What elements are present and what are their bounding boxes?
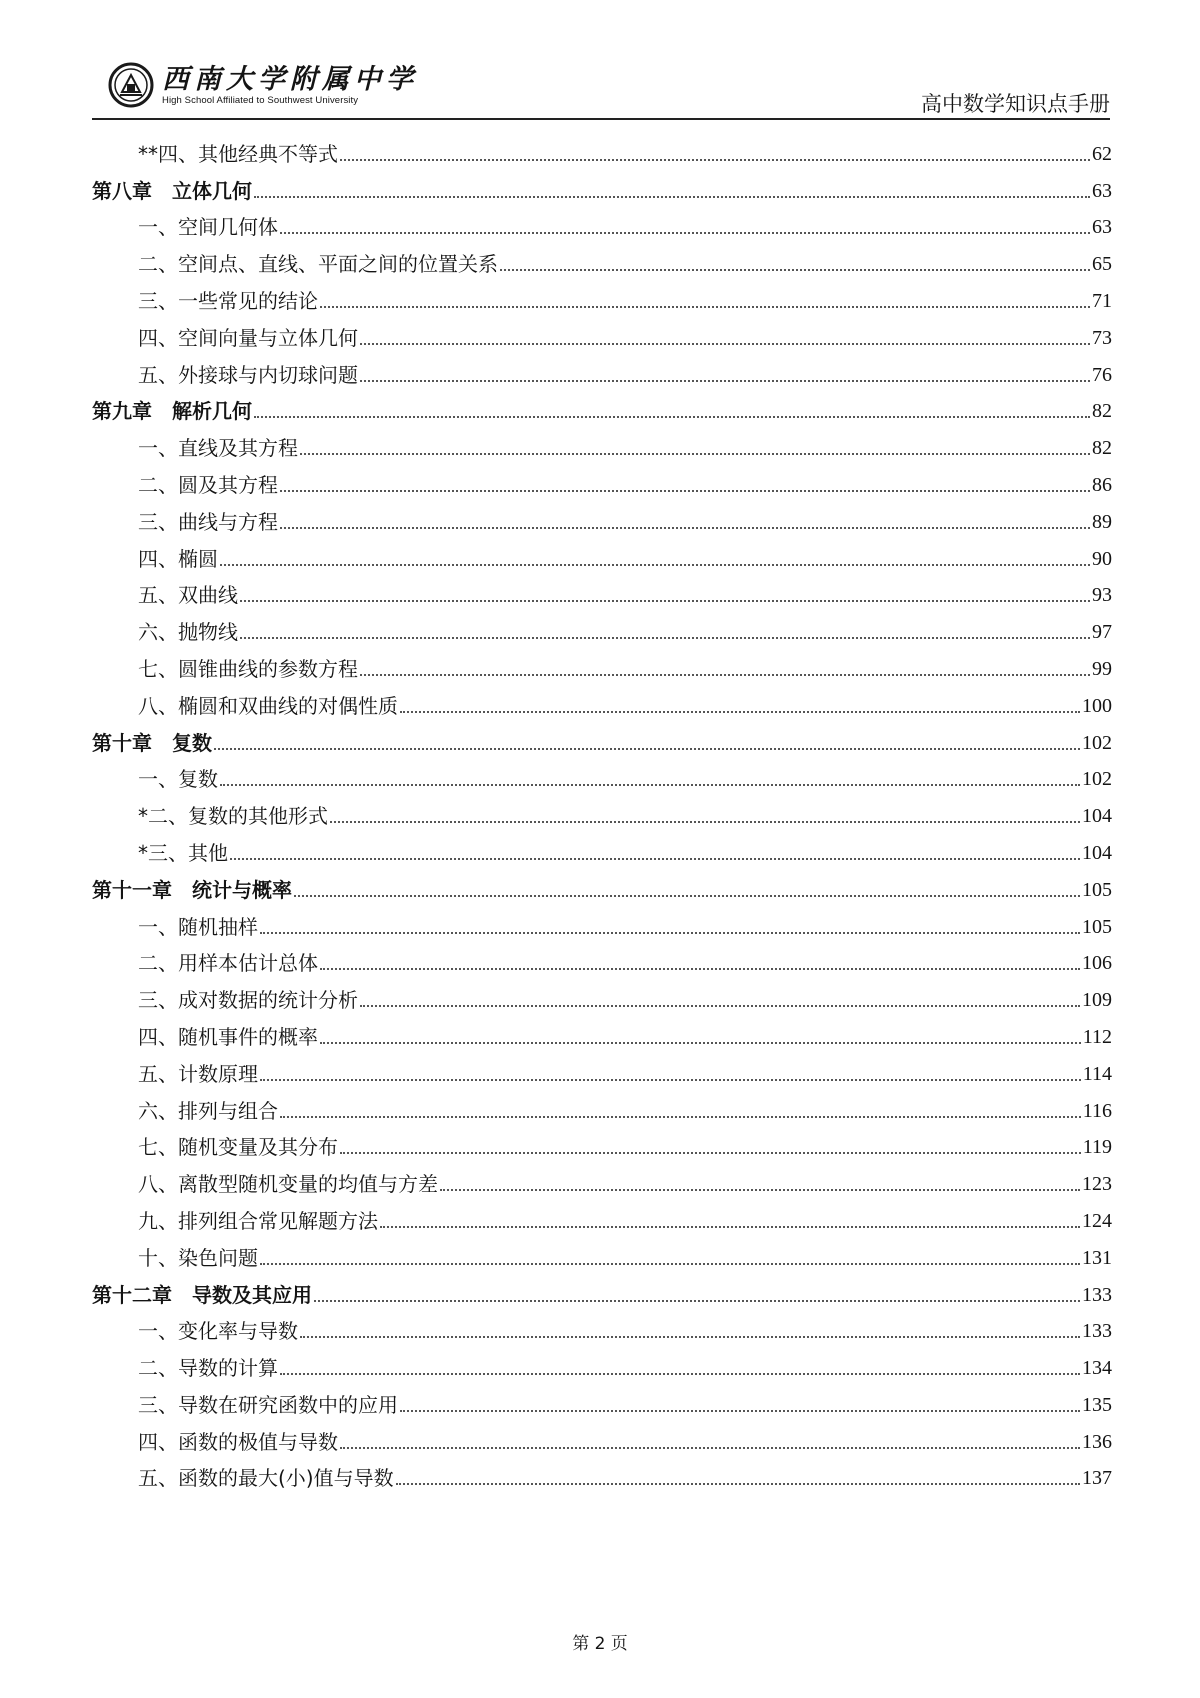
toc-entry-title: 二、用样本估计总体: [138, 951, 318, 976]
toc-section-entry[interactable]: [92, 940, 1112, 977]
toc-dot-leader: [280, 490, 1090, 492]
toc-dot-leader: [380, 1226, 1080, 1228]
toc-entry-page: 131: [1082, 1246, 1112, 1269]
toc-entry-page: 82: [1092, 437, 1112, 460]
toc-dot-leader: [240, 637, 1090, 639]
toc-dot-leader: [280, 232, 1090, 234]
toc-chapter-entry[interactable]: [92, 388, 1112, 425]
toc-entry-title: 二、导数的计算: [138, 1356, 278, 1381]
toc-entry-title: 七、圆锥曲线的参数方程: [138, 656, 358, 681]
toc-entry-page: 109: [1082, 989, 1112, 1012]
toc-chapter-entry[interactable]: [92, 866, 1112, 903]
toc-section-entry[interactable]: [92, 792, 1112, 829]
toc-dot-leader: [320, 306, 1090, 308]
toc-dot-leader: [314, 1300, 1080, 1302]
toc-entry-title: 五、计数原理: [138, 1061, 258, 1086]
school-name: [162, 65, 418, 106]
toc-entry-page: 106: [1082, 952, 1112, 975]
toc-entry-page: 99: [1092, 657, 1112, 680]
toc-entry-title: 二、空间点、直线、平面之间的位置关系: [138, 252, 498, 277]
table-of-contents: [92, 130, 1112, 1491]
toc-entry-page: 76: [1092, 363, 1112, 386]
toc-entry-title: 五、函数的最大(小)值与导数: [138, 1466, 394, 1491]
toc-entry-page: 114: [1082, 1062, 1112, 1085]
toc-section-entry[interactable]: [92, 1160, 1112, 1197]
toc-entry-title: 八、离散型随机变量的均值与方差: [138, 1172, 438, 1197]
school-seal-icon: [108, 62, 154, 108]
toc-dot-leader: [320, 968, 1080, 970]
school-name-cn: 西南大学附属中学: [162, 63, 418, 95]
toc-dot-leader: [260, 932, 1080, 934]
toc-entry-title: 第十章 复数: [92, 730, 212, 755]
toc-entry-page: 104: [1082, 841, 1112, 864]
toc-entry-page: 63: [1092, 179, 1112, 202]
toc-dot-leader: [220, 784, 1080, 786]
toc-dot-leader: [230, 858, 1080, 860]
toc-section-entry[interactable]: [92, 204, 1112, 241]
toc-entry-page: 73: [1092, 326, 1112, 349]
toc-chapter-entry[interactable]: [92, 167, 1112, 204]
document-title: 高中数学知识点手册: [921, 92, 1110, 116]
toc-section-entry[interactable]: [92, 424, 1112, 461]
toc-entry-page: 119: [1082, 1136, 1112, 1159]
toc-dot-leader: [360, 1005, 1080, 1007]
toc-entry-title: 四、函数的极值与导数: [138, 1429, 338, 1454]
toc-entry-page: 137: [1082, 1467, 1112, 1490]
toc-dot-leader: [360, 674, 1090, 676]
toc-dot-leader: [360, 380, 1090, 382]
toc-dot-leader: [440, 1189, 1080, 1191]
toc-section-entry[interactable]: [92, 1124, 1112, 1161]
toc-entry-title: 一、变化率与导数: [138, 1319, 298, 1344]
toc-section-entry[interactable]: [92, 351, 1112, 388]
toc-entry-title: 五、双曲线: [138, 583, 238, 608]
toc-entry-page: 62: [1092, 142, 1112, 165]
toc-dot-leader: [254, 196, 1090, 198]
toc-entry-title: 六、排列与组合: [138, 1098, 278, 1123]
toc-dot-leader: [500, 269, 1090, 271]
toc-entry-page: 63: [1092, 216, 1112, 239]
toc-entry-title: 三、成对数据的统计分析: [138, 988, 358, 1013]
toc-entry-page: 112: [1082, 1025, 1112, 1048]
toc-entry-page: 133: [1082, 1283, 1112, 1306]
toc-dot-leader: [330, 821, 1080, 823]
toc-section-entry[interactable]: [92, 1344, 1112, 1381]
toc-section-entry[interactable]: [92, 1234, 1112, 1271]
toc-entry-page: 100: [1082, 694, 1112, 717]
toc-entry-page: 93: [1092, 584, 1112, 607]
toc-dot-leader: [220, 564, 1090, 566]
toc-entry-page: 86: [1092, 473, 1112, 496]
toc-dot-leader: [294, 895, 1080, 897]
toc-entry-title: 一、复数: [138, 767, 218, 792]
toc-entry-title: **四、其他经典不等式: [138, 141, 338, 166]
school-logo: [108, 62, 418, 108]
toc-entry-title: *三、其他: [138, 840, 228, 865]
page-header: [0, 0, 1200, 118]
toc-dot-leader: [360, 343, 1090, 345]
school-name-en: High School Affiliated to Southwest University: [162, 94, 359, 106]
toc-entry-page: 134: [1082, 1357, 1112, 1380]
toc-entry-page: 136: [1082, 1430, 1112, 1453]
toc-entry-page: 71: [1092, 289, 1112, 312]
toc-section-entry[interactable]: [92, 240, 1112, 277]
toc-dot-leader: [400, 711, 1080, 713]
toc-section-entry[interactable]: [92, 1418, 1112, 1455]
toc-entry-page: 104: [1082, 805, 1112, 828]
toc-entry-title: 八、椭圆和双曲线的对偶性质: [138, 693, 398, 718]
toc-entry-title: 一、空间几何体: [138, 215, 278, 240]
toc-section-entry[interactable]: [92, 756, 1112, 793]
toc-dot-leader: [280, 1116, 1081, 1118]
toc-section-entry[interactable]: [92, 277, 1112, 314]
toc-dot-leader: [340, 1152, 1081, 1154]
toc-dot-leader: [400, 1410, 1080, 1412]
toc-entry-title: *二、复数的其他形式: [138, 804, 328, 829]
toc-entry-title: 九、排列组合常见解题方法: [138, 1208, 378, 1233]
toc-dot-leader: [254, 416, 1090, 418]
toc-dot-leader: [260, 1079, 1081, 1081]
toc-section-entry[interactable]: [92, 829, 1112, 866]
toc-entry-page: 135: [1082, 1393, 1112, 1416]
toc-entry-title: 一、随机抽样: [138, 914, 258, 939]
toc-section-entry[interactable]: [92, 903, 1112, 940]
toc-entry-title: 三、导数在研究函数中的应用: [138, 1392, 398, 1417]
toc-entry-title: 四、椭圆: [138, 546, 218, 571]
toc-entry-title: 五、外接球与内切球问题: [138, 362, 358, 387]
toc-entry-page: 116: [1082, 1099, 1112, 1122]
toc-section-entry[interactable]: [92, 645, 1112, 682]
toc-section-entry[interactable]: [92, 682, 1112, 719]
page-number: 第 2 页: [572, 1634, 628, 1654]
toc-dot-leader: [280, 1373, 1080, 1375]
toc-section-entry[interactable]: [92, 608, 1112, 645]
toc-section-entry[interactable]: [92, 1455, 1112, 1492]
header-divider: [92, 118, 1110, 120]
toc-dot-leader: [340, 1447, 1080, 1449]
toc-entry-page: 105: [1082, 878, 1112, 901]
toc-dot-leader: [260, 1263, 1080, 1265]
toc-section-entry[interactable]: [92, 130, 1112, 167]
toc-section-entry[interactable]: [92, 461, 1112, 498]
toc-entry-page: 102: [1082, 768, 1112, 791]
toc-section-entry[interactable]: [92, 498, 1112, 535]
toc-entry-page: 97: [1092, 621, 1112, 644]
toc-entry-title: 四、空间向量与立体几何: [138, 325, 358, 350]
toc-dot-leader: [300, 453, 1090, 455]
toc-section-entry[interactable]: [92, 1013, 1112, 1050]
toc-chapter-entry[interactable]: [92, 1271, 1112, 1308]
toc-entry-title: 六、抛物线: [138, 620, 238, 645]
toc-entry-page: 124: [1082, 1209, 1112, 1232]
toc-entry-title: 十、染色问题: [138, 1245, 258, 1270]
toc-entry-title: 第十二章 导数及其应用: [92, 1282, 312, 1307]
toc-section-entry[interactable]: [92, 314, 1112, 351]
toc-section-entry[interactable]: [92, 535, 1112, 572]
toc-section-entry[interactable]: [92, 1087, 1112, 1124]
toc-entry-title: 三、一些常见的结论: [138, 288, 318, 313]
toc-dot-leader: [240, 600, 1090, 602]
toc-entry-title: 三、曲线与方程: [138, 509, 278, 534]
toc-entry-title: 七、随机变量及其分布: [138, 1135, 338, 1160]
toc-section-entry[interactable]: [92, 1308, 1112, 1345]
toc-entry-title: 四、随机事件的概率: [138, 1024, 318, 1049]
toc-entry-page: 82: [1092, 400, 1112, 423]
toc-dot-leader: [320, 1042, 1081, 1044]
toc-dot-leader: [300, 1336, 1080, 1338]
toc-entry-page: 105: [1082, 915, 1112, 938]
toc-dot-leader: [214, 748, 1080, 750]
toc-section-entry[interactable]: [92, 976, 1112, 1013]
toc-entry-page: 89: [1092, 510, 1112, 533]
toc-section-entry[interactable]: [92, 1050, 1112, 1087]
toc-dot-leader: [280, 527, 1090, 529]
toc-dot-leader: [340, 159, 1090, 161]
toc-section-entry[interactable]: [92, 1197, 1112, 1234]
toc-entry-title: 二、圆及其方程: [138, 472, 278, 497]
toc-entry-title: 第八章 立体几何: [92, 178, 252, 203]
toc-entry-title: 第十一章 统计与概率: [92, 877, 292, 902]
toc-entry-page: 133: [1082, 1320, 1112, 1343]
toc-dot-leader: [396, 1483, 1080, 1485]
toc-section-entry[interactable]: [92, 572, 1112, 609]
toc-entry-title: 一、直线及其方程: [138, 436, 298, 461]
toc-chapter-entry[interactable]: [92, 719, 1112, 756]
toc-entry-page: 102: [1082, 731, 1112, 754]
toc-entry-page: 65: [1092, 253, 1112, 276]
toc-section-entry[interactable]: [92, 1381, 1112, 1418]
toc-entry-page: 90: [1092, 547, 1112, 570]
toc-entry-page: 123: [1082, 1173, 1112, 1196]
toc-entry-title: 第九章 解析几何: [92, 399, 252, 424]
